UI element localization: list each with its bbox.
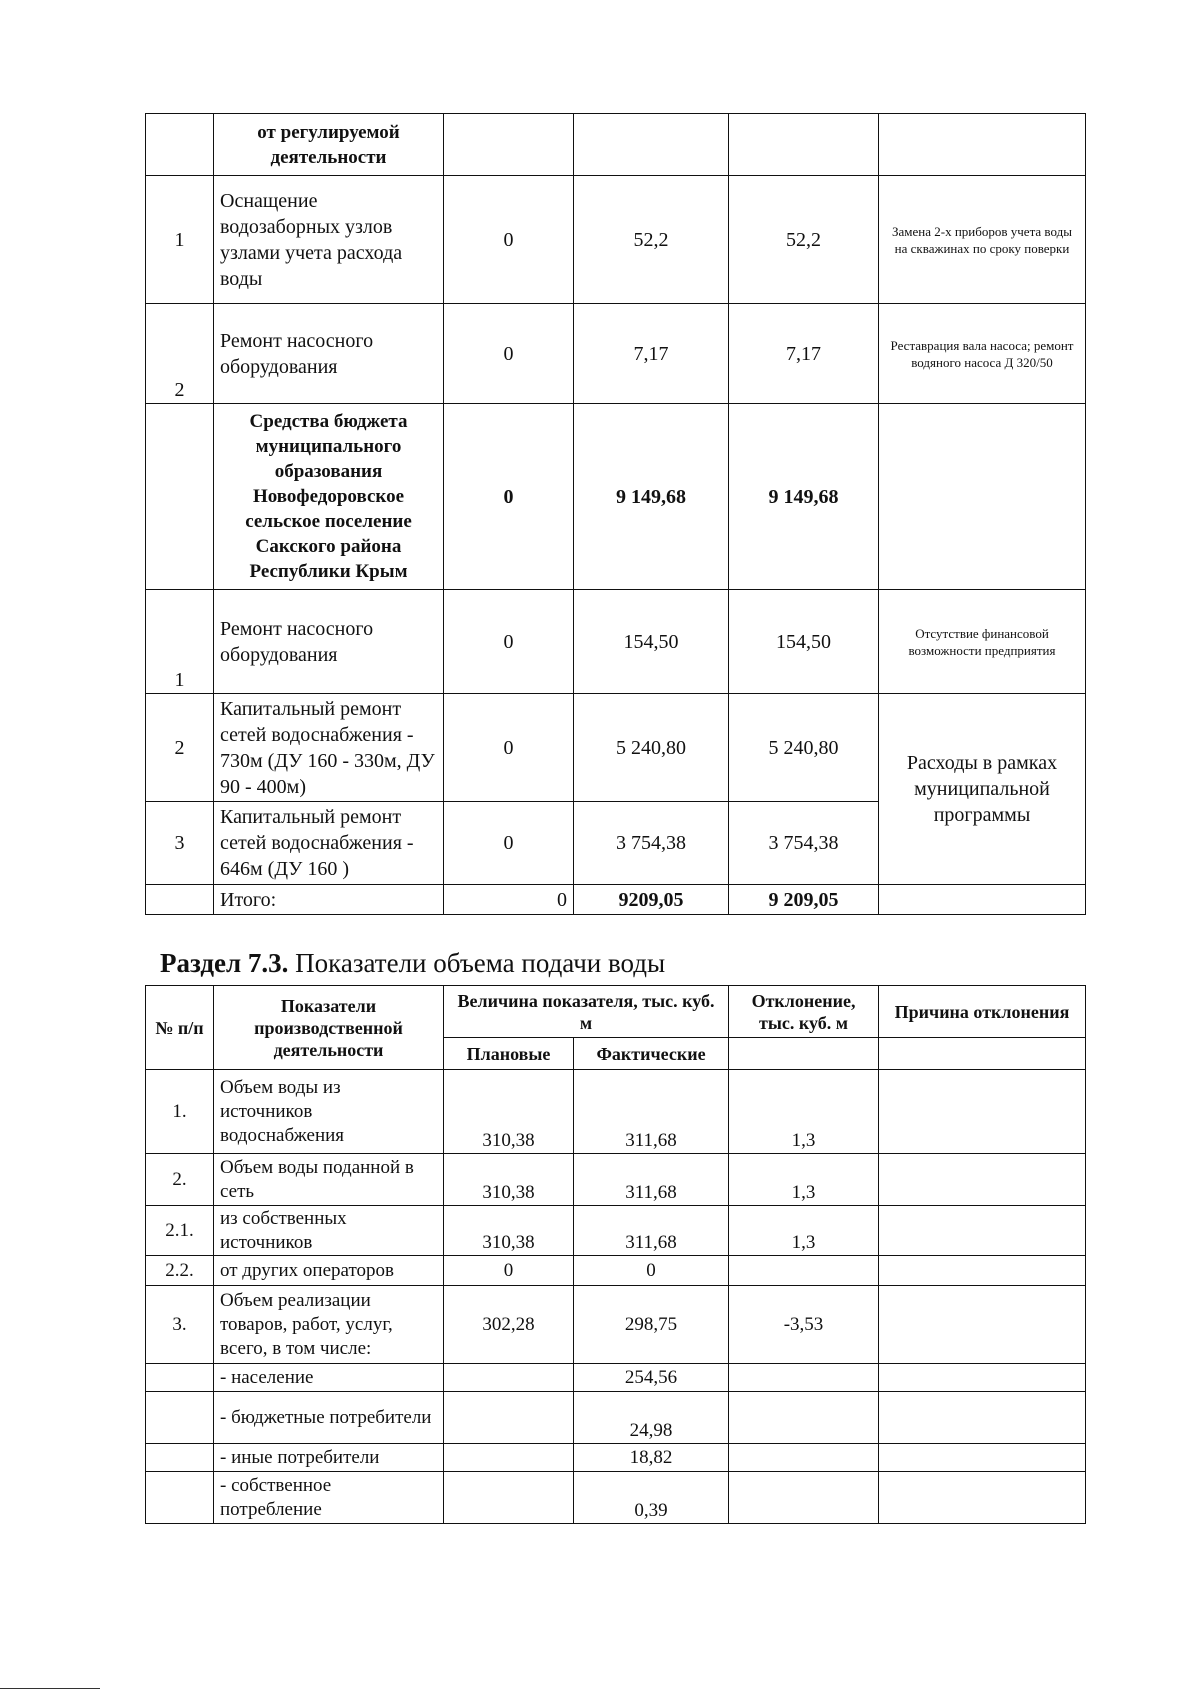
- item-label: Объем воды поданной в сеть: [214, 1154, 444, 1206]
- table-row: [146, 1472, 1086, 1524]
- deviation-cell: [729, 1472, 879, 1524]
- note-cell: [879, 885, 1086, 915]
- value-cell: 0: [444, 885, 574, 915]
- value-cell: 9 149,68: [729, 404, 879, 590]
- value-cell: 5 240,80: [574, 694, 729, 802]
- value-cell: 9209,05: [574, 885, 729, 915]
- deviation-cell: 1,3: [729, 1206, 879, 1256]
- item-label: - иные потребители: [214, 1444, 444, 1472]
- footer-divider: [0, 1688, 100, 1689]
- cell: [879, 1038, 1086, 1070]
- item-label: Ремонт насосного оборудования: [214, 590, 444, 694]
- actual-cell: 311,68: [574, 1070, 729, 1154]
- reason-cell: [879, 1256, 1086, 1286]
- row-number: [146, 1392, 214, 1444]
- table-row: [146, 590, 1086, 694]
- header-deviation: Отклонение, тыс. куб. м: [729, 986, 879, 1038]
- reason-cell: [879, 1206, 1086, 1256]
- row-number: [146, 114, 214, 176]
- row-number: 2.: [146, 1154, 214, 1206]
- table-row: [146, 1154, 1086, 1206]
- value-cell: 154,50: [574, 590, 729, 694]
- deviation-cell: [729, 1364, 879, 1392]
- item-label: - бюджетные потребители: [214, 1392, 444, 1444]
- item-label: Объем реализации товаров, работ, услуг, всего, в том числе:: [214, 1286, 444, 1364]
- financing-table: [145, 113, 1086, 915]
- value-cell: 0: [444, 304, 574, 404]
- note-cell: Расходы в рамках муниципальной программы: [879, 694, 1086, 885]
- section-title: Показатели объема подачи воды: [295, 948, 666, 978]
- actual-cell: 311,68: [574, 1154, 729, 1206]
- table-row: [146, 1206, 1086, 1256]
- header-reason: Причина отклонения: [879, 986, 1086, 1038]
- value-cell: 0: [444, 694, 574, 802]
- section-label: Средства бюджета муниципального образования Новофедоровское сельское поселение Сакского района Республики Крым: [214, 404, 444, 590]
- deviation-cell: [729, 1256, 879, 1286]
- header-row: [146, 986, 1086, 1038]
- row-number: 1: [146, 590, 214, 694]
- item-label: Капитальный ремонт сетей водоснабжения - 730м (ДУ 160 - 330м, ДУ 90 - 400м): [214, 694, 444, 802]
- cell: [729, 1038, 879, 1070]
- item-label: Оснащение водозаборных узлов узлами учета расхода воды: [214, 176, 444, 304]
- header-value: Величина показателя, тыс. куб. м: [444, 986, 729, 1038]
- row-number: [146, 1472, 214, 1524]
- reason-cell: [879, 1392, 1086, 1444]
- header-indicator: Показатели производственной деятельности: [214, 986, 444, 1070]
- water-supply-table: [145, 985, 1086, 1524]
- table-row: [146, 176, 1086, 304]
- reason-cell: [879, 1472, 1086, 1524]
- deviation-cell: [729, 1444, 879, 1472]
- total-label: Итого:: [214, 885, 444, 915]
- row-number: [146, 1364, 214, 1392]
- note-cell: Отсутствие финансовой возможности предприятия: [879, 590, 1086, 694]
- row-number: 2.1.: [146, 1206, 214, 1256]
- planned-cell: [444, 1444, 574, 1472]
- row-number: 3.: [146, 1286, 214, 1364]
- table-row: [146, 1256, 1086, 1286]
- section-label: от регулируемой деятельности: [214, 114, 444, 176]
- value-cell: 9 209,05: [729, 885, 879, 915]
- actual-cell: 311,68: [574, 1206, 729, 1256]
- item-label: Объем воды из источников водоснабжения: [214, 1070, 444, 1154]
- item-label: - население: [214, 1364, 444, 1392]
- value-cell: 3 754,38: [574, 802, 729, 885]
- planned-cell: [444, 1364, 574, 1392]
- reason-cell: [879, 1364, 1086, 1392]
- table-row: [146, 304, 1086, 404]
- row-number: 2: [146, 304, 214, 404]
- total-row: [146, 885, 1086, 915]
- planned-cell: 310,38: [444, 1206, 574, 1256]
- table-row: [146, 114, 1086, 176]
- row-number: 2: [146, 694, 214, 802]
- actual-cell: 18,82: [574, 1444, 729, 1472]
- deviation-cell: 1,3: [729, 1154, 879, 1206]
- row-number: 3: [146, 802, 214, 885]
- row-number: [146, 1444, 214, 1472]
- actual-cell: 24,98: [574, 1392, 729, 1444]
- planned-cell: [444, 1472, 574, 1524]
- deviation-cell: -3,53: [729, 1286, 879, 1364]
- note-cell: Реставрация вала насоса; ремонт водяного насоса Д 320/50: [879, 304, 1086, 404]
- value-cell: 0: [444, 802, 574, 885]
- note-cell: [879, 404, 1086, 590]
- section-number: Раздел 7.3.: [160, 948, 289, 978]
- reason-cell: [879, 1070, 1086, 1154]
- section-heading: [160, 948, 665, 979]
- value-cell: 52,2: [729, 176, 879, 304]
- row-number: 1.: [146, 1070, 214, 1154]
- item-label: Капитальный ремонт сетей водоснабжения - 646м (ДУ 160 ): [214, 802, 444, 885]
- cell: [729, 114, 879, 176]
- planned-cell: 310,38: [444, 1070, 574, 1154]
- reason-cell: [879, 1444, 1086, 1472]
- header-planned: Плановые: [444, 1038, 574, 1070]
- cell: [574, 114, 729, 176]
- actual-cell: 298,75: [574, 1286, 729, 1364]
- table-row: [146, 1444, 1086, 1472]
- planned-cell: 0: [444, 1256, 574, 1286]
- value-cell: 52,2: [574, 176, 729, 304]
- actual-cell: 0,39: [574, 1472, 729, 1524]
- table-row: [146, 1392, 1086, 1444]
- table-row: [146, 1070, 1086, 1154]
- value-cell: 3 754,38: [729, 802, 879, 885]
- reason-cell: [879, 1286, 1086, 1364]
- table-row: [146, 404, 1086, 590]
- item-label: от других операторов: [214, 1256, 444, 1286]
- item-label: из собственных источников: [214, 1206, 444, 1256]
- value-cell: 0: [444, 404, 574, 590]
- value-cell: 0: [444, 176, 574, 304]
- note-cell: Замена 2-х приборов учета воды на скважинах по сроку поверки: [879, 176, 1086, 304]
- row-number: 1: [146, 176, 214, 304]
- row-number: [146, 885, 214, 915]
- value-cell: 7,17: [729, 304, 879, 404]
- header-num: № п/п: [146, 986, 214, 1070]
- planned-cell: 302,28: [444, 1286, 574, 1364]
- planned-cell: 310,38: [444, 1154, 574, 1206]
- value-cell: 7,17: [574, 304, 729, 404]
- table-row: [146, 1286, 1086, 1364]
- row-number: [146, 404, 214, 590]
- planned-cell: [444, 1392, 574, 1444]
- value-cell: 154,50: [729, 590, 879, 694]
- value-cell: 9 149,68: [574, 404, 729, 590]
- actual-cell: 0: [574, 1256, 729, 1286]
- value-cell: 5 240,80: [729, 694, 879, 802]
- cell: [879, 114, 1086, 176]
- value-cell: 0: [444, 590, 574, 694]
- item-label: - собственное потребление: [214, 1472, 444, 1524]
- actual-cell: 254,56: [574, 1364, 729, 1392]
- table-row: [146, 1364, 1086, 1392]
- table-row: [146, 694, 1086, 802]
- cell: [444, 114, 574, 176]
- item-label: Ремонт насосного оборудования: [214, 304, 444, 404]
- header-actual: Фактические: [574, 1038, 729, 1070]
- reason-cell: [879, 1154, 1086, 1206]
- row-number: 2.2.: [146, 1256, 214, 1286]
- deviation-cell: [729, 1392, 879, 1444]
- deviation-cell: 1,3: [729, 1070, 879, 1154]
